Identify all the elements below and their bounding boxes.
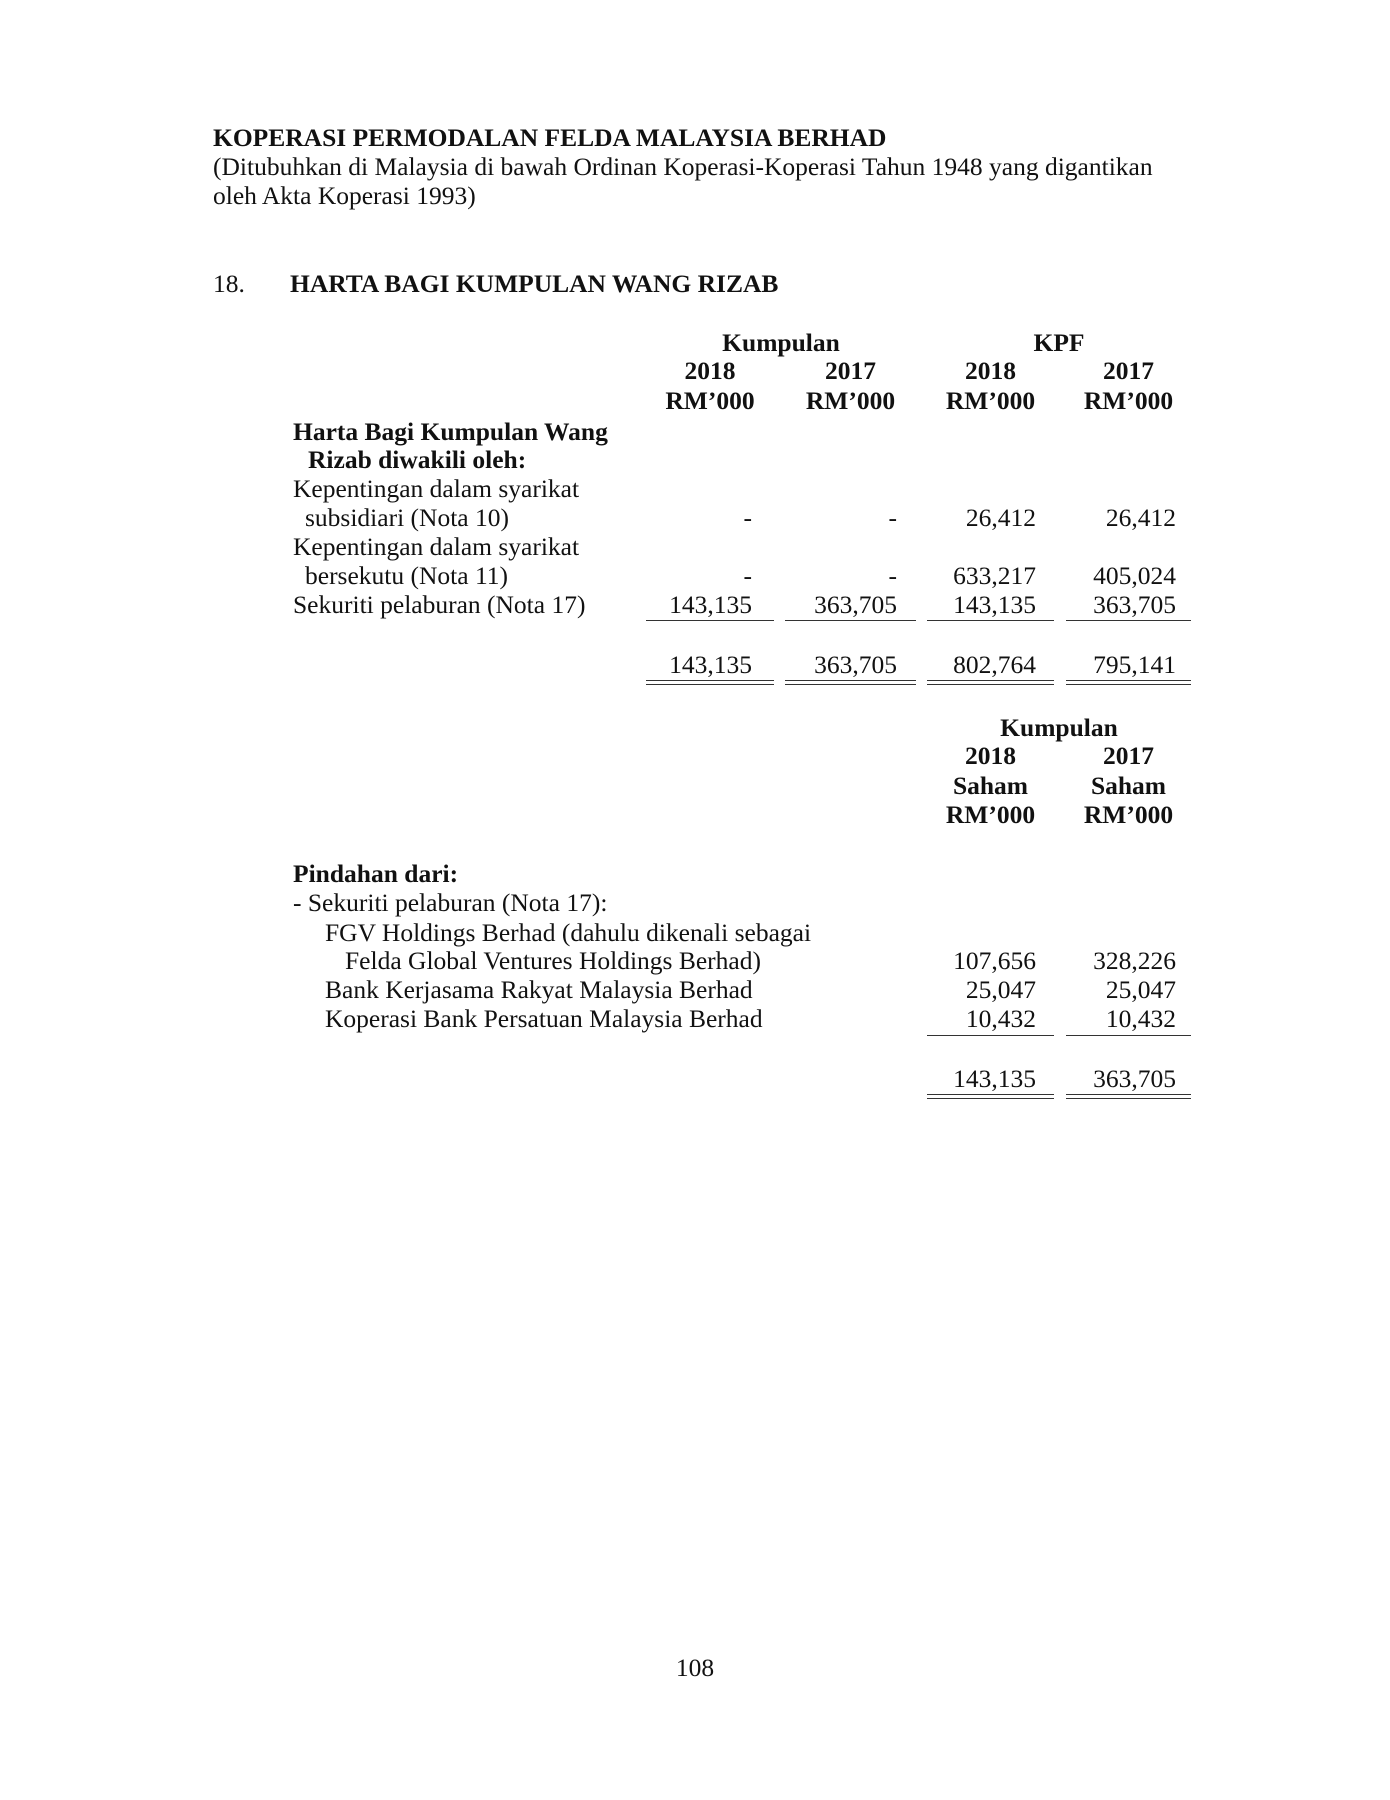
total-value: 795,141 <box>1093 650 1176 679</box>
total-value: 363,705 <box>1093 1064 1176 1093</box>
group-header-kumpulan: Kumpulan <box>722 328 840 357</box>
subtotal-rule <box>1066 620 1191 621</box>
cell-value: - <box>743 561 752 590</box>
col-unit: RM’000 <box>1083 800 1174 829</box>
section-number: 18. <box>213 269 245 298</box>
col-year: 2017 <box>825 356 876 385</box>
col-unit: RM’000 <box>665 386 755 415</box>
subtitle-line-2: oleh Akta Koperasi 1993) <box>213 181 476 210</box>
subtotal-rule <box>646 620 774 621</box>
cell-value: 405,024 <box>1093 561 1176 590</box>
cell-value: 25,047 <box>1105 975 1176 1004</box>
cell-value: 328,226 <box>1093 946 1176 975</box>
company-name: KOPERASI PERMODALAN FELDA MALAYSIA BERHAD <box>213 123 887 152</box>
page-number: 108 <box>675 1653 715 1682</box>
total-double-rule <box>1066 1094 1191 1099</box>
group-header-kumpulan: Kumpulan <box>1000 713 1118 742</box>
subtotal-rule <box>785 620 916 621</box>
col-year: 2018 <box>684 356 736 385</box>
total-double-rule <box>646 680 774 685</box>
subtotal-rule <box>927 1035 1054 1036</box>
row-label-cont: subsidiari (Nota 10) <box>305 503 509 532</box>
group-header-kpf: KPF <box>1033 328 1085 357</box>
subtotal-rule <box>927 620 1054 621</box>
row-label: Kepentingan dalam syarikat <box>293 532 580 561</box>
col-year: 2017 <box>1103 741 1154 770</box>
col-unit: RM’000 <box>945 800 1036 829</box>
table-subheading: - Sekuriti pelaburan (Nota 17): <box>293 888 608 917</box>
total-value: 143,135 <box>669 650 752 679</box>
cell-value: 26,412 <box>1105 503 1176 532</box>
col-year: 2017 <box>1103 356 1154 385</box>
table-heading: Pindahan dari: <box>293 859 459 888</box>
subtitle-line-1: (Ditubuhkan di Malaysia di bawah Ordinan Koperasi-Koperasi Tahun 1948 yang digantikan <box>213 152 1153 181</box>
cell-value: 26,412 <box>965 503 1036 532</box>
total-value: 802,764 <box>953 650 1036 679</box>
cell-value: - <box>888 561 897 590</box>
cell-value: 363,705 <box>1093 590 1176 619</box>
cell-value: - <box>743 503 752 532</box>
section-title: HARTA BAGI KUMPULAN WANG RIZAB <box>290 269 779 298</box>
col-unit: RM’000 <box>1083 386 1174 415</box>
cell-value: - <box>888 503 897 532</box>
total-double-rule <box>785 680 916 685</box>
total-value: 363,705 <box>814 650 897 679</box>
table-heading: Harta Bagi Kumpulan Wang <box>293 417 608 446</box>
total-double-rule <box>927 680 1054 685</box>
table-heading-cont: Rizab diwakili oleh: <box>308 445 527 474</box>
subtotal-rule <box>1066 1035 1191 1036</box>
cell-value: 25,047 <box>965 975 1036 1004</box>
cell-value: 363,705 <box>814 590 897 619</box>
col-year: 2018 <box>965 356 1016 385</box>
total-double-rule <box>1066 680 1191 685</box>
col-unit: RM’000 <box>945 386 1036 415</box>
col-type: Saham <box>952 771 1029 800</box>
row-label: Kepentingan dalam syarikat <box>293 474 580 503</box>
col-year: 2018 <box>965 741 1016 770</box>
cell-value: 143,135 <box>669 590 752 619</box>
col-unit: RM’000 <box>805 386 896 415</box>
row-label: Sekuriti pelaburan (Nota 17) <box>293 590 586 619</box>
row-label: Bank Kerjasama Rakyat Malaysia Berhad <box>325 975 753 1004</box>
cell-value: 10,432 <box>1105 1004 1176 1033</box>
row-label: Koperasi Bank Persatuan Malaysia Berhad <box>325 1004 763 1033</box>
total-double-rule <box>927 1094 1054 1099</box>
cell-value: 143,135 <box>953 590 1036 619</box>
col-type: Saham <box>1090 771 1167 800</box>
cell-value: 633,217 <box>953 561 1036 590</box>
row-label: FGV Holdings Berhad (dahulu dikenali sebagai <box>325 918 812 947</box>
row-label-cont: bersekutu (Nota 11) <box>305 561 508 590</box>
cell-value: 107,656 <box>953 946 1036 975</box>
cell-value: 10,432 <box>965 1004 1036 1033</box>
row-label-cont: Felda Global Ventures Holdings Berhad) <box>345 946 761 975</box>
total-value: 143,135 <box>953 1064 1036 1093</box>
